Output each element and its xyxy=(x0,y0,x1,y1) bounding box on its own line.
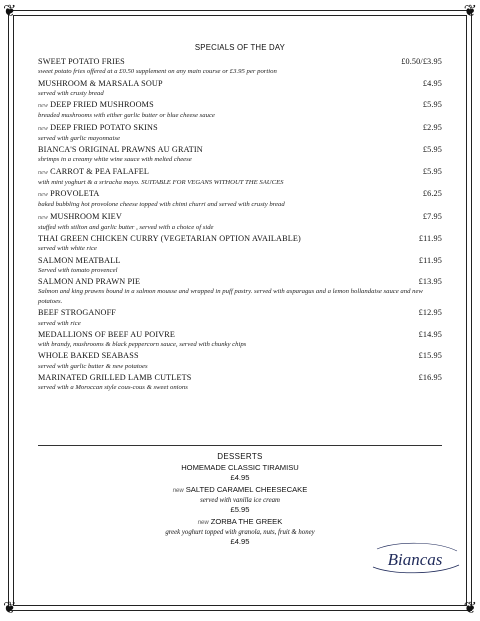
menu-item-heading xyxy=(38,79,163,89)
dessert-name: ZORBA THE GREEK xyxy=(210,516,283,526)
menu-item xyxy=(38,277,442,307)
menu-item-row xyxy=(38,351,442,361)
menu-item-description: shrimps in a creamy white wine sauce with melted cheese xyxy=(38,156,192,164)
menu-item-price: £11.95 xyxy=(418,234,442,243)
menu-item-name: MEDALLIONS OF BEEF AU POIVRE xyxy=(38,329,176,339)
menu-item-description: Salmon and king prawns bound in a salmon mousse and wrapped in puff pastry. served with asparagus and a lemon hollandaise sauce and new potatoes. xyxy=(38,288,423,305)
menu-item-name: THAI GREEN CHICKEN CURRY (VEGETARIAN OPTION AVAILABLE) xyxy=(38,234,301,243)
menu-item-name: WHOLE BAKED SEABASS xyxy=(38,351,139,361)
svg-text:Biancas: Biancas xyxy=(387,550,443,569)
specials-title: SPECIALS OF THE DAY xyxy=(194,43,286,52)
menu-item-heading xyxy=(38,212,122,223)
menu-item-name: DEEP FRIED POTATO SKINS xyxy=(50,122,158,132)
menu-item-heading xyxy=(38,277,140,287)
menu-item-description: served with rice xyxy=(38,319,81,327)
dessert-price: £4.95 xyxy=(230,473,250,482)
biancas-logo xyxy=(367,539,463,577)
menu-item-row xyxy=(38,373,442,383)
menu-item-price: £12.95 xyxy=(418,308,442,318)
menu-item-name: BIANCA'S ORIGINAL PRAWNS AU GRATIN xyxy=(38,145,203,154)
corner-ornament-icon: ❦ xyxy=(463,3,477,20)
menu-item xyxy=(38,100,442,121)
menu-item-description: served with a Moroccan style cous-cous & sweet onions xyxy=(38,384,188,391)
menu-item-heading xyxy=(38,100,154,111)
new-badge-icon: new xyxy=(38,192,49,198)
menu-item-description: sweet potato fries offered at a £0.50 supplement on any main course or £3.95 per portion xyxy=(38,68,277,76)
dessert-heading xyxy=(0,517,480,528)
menu-item xyxy=(38,234,442,254)
menu-item-description: baked bubbling hot provolone cheese topped with chimi churri and served with crusty bread xyxy=(38,201,285,209)
menu-item-price: £14.95 xyxy=(418,329,442,339)
menu-item-description: breaded mushrooms with either garlic butter or blue cheese sauce xyxy=(38,112,215,120)
corner-ornament-icon: ❦ xyxy=(3,3,17,20)
menu-item-name: SALMON MEATBALL xyxy=(38,255,121,265)
menu-item-name: PROVOLETA xyxy=(50,189,100,198)
new-badge-icon: new xyxy=(172,487,184,494)
menu-item xyxy=(38,123,442,144)
menu-item-price: £5.95 xyxy=(422,145,442,154)
menu-item xyxy=(38,308,442,328)
menu-item xyxy=(38,351,442,371)
corner-ornament-icon: ❦ xyxy=(3,600,17,617)
menu-item-name: CARROT & PEA FALAFEL xyxy=(50,166,150,176)
menu-item-price: £13.95 xyxy=(418,277,442,286)
menu-item xyxy=(38,57,442,77)
menu-item-price: £5.95 xyxy=(422,166,442,176)
menu-item-row xyxy=(38,308,442,318)
desserts-list xyxy=(0,463,480,549)
menu-item-row xyxy=(38,256,442,266)
new-badge-icon: new xyxy=(38,103,49,109)
menu-item-name: BEEF STROGANOFF xyxy=(38,308,117,318)
menu-item-row xyxy=(38,123,442,134)
menu-item-row xyxy=(38,145,442,155)
menu-item-row xyxy=(38,212,442,223)
menu-item-name: MUSHROOM & MARSALA SOUP xyxy=(38,78,163,88)
menu-item xyxy=(38,79,442,99)
dessert-price: £4.95 xyxy=(230,537,250,547)
menu-item-description: with mint yoghurt & a sriracha mayo. SUITABLE FOR VEGANS WITHOUT THE SAUCES xyxy=(38,178,284,186)
menu-item xyxy=(38,330,442,350)
section-divider xyxy=(38,445,442,446)
dessert-price: £5.95 xyxy=(230,505,250,515)
menu-item-price: £4.95 xyxy=(422,78,442,88)
menu-item xyxy=(38,212,442,233)
menu-item-price: £6.25 xyxy=(422,189,442,198)
menu-item-row xyxy=(38,57,442,67)
menu-item-price: £11.95 xyxy=(418,255,442,265)
menu-item xyxy=(38,145,442,165)
menu-item-row xyxy=(38,277,442,287)
new-badge-icon: new xyxy=(38,125,49,132)
desserts-title: DESSERTS xyxy=(217,452,263,461)
menu-item-price: £0.50/£3.95 xyxy=(401,57,442,66)
menu-item-heading xyxy=(38,145,203,155)
menu-item-heading xyxy=(38,256,121,266)
menu-item-row xyxy=(38,167,442,178)
menu-item xyxy=(38,373,442,393)
menu-item-heading xyxy=(38,351,139,361)
menu-item-name: MUSHROOM KIEV xyxy=(50,211,122,221)
dessert-description: greek yoghurt topped with granola, nuts, fruit & honey xyxy=(165,528,315,536)
menu-item-name: MARINATED GRILLED LAMB CUTLETS xyxy=(38,372,192,382)
menu-item-heading xyxy=(38,167,149,178)
menu-item-heading xyxy=(38,373,191,383)
menu-item-name: SWEET POTATO FRIES xyxy=(38,57,125,66)
menu-item-description: served with garlic mayonnaise xyxy=(38,134,120,142)
menu-item-heading xyxy=(38,308,116,318)
menu-item-row xyxy=(38,79,442,89)
menu-item-description: with brandy, mushrooms & black peppercorn sauce, served with chunky chips xyxy=(38,341,247,348)
menu-item-heading xyxy=(38,123,158,134)
dessert-heading xyxy=(0,463,480,473)
specials-list xyxy=(38,57,442,394)
menu-item-heading xyxy=(38,57,125,67)
menu-item-price: £7.95 xyxy=(422,211,442,221)
dessert-name: SALTED CARAMEL CHEESECAKE xyxy=(185,484,308,494)
dessert-description: served with vanilla ice cream xyxy=(200,496,280,504)
menu-item xyxy=(38,256,442,276)
new-badge-icon: new xyxy=(197,519,209,526)
corner-ornament-icon: ❦ xyxy=(463,600,477,617)
menu-item-description: stuffed with stilton and garlic butter , served with a choice of side xyxy=(38,223,214,231)
menu-item-heading xyxy=(38,234,301,244)
new-badge-icon: new xyxy=(38,169,49,176)
menu-item-heading xyxy=(38,330,175,340)
menu-item-price: £16.95 xyxy=(418,372,442,382)
menu-item-row xyxy=(38,100,442,111)
menu-item-row xyxy=(38,234,442,244)
menu-item-description: Served with tomato provencel xyxy=(38,266,118,274)
menu-item-name: SALMON AND PRAWN PIE xyxy=(38,277,141,286)
menu-item xyxy=(38,189,442,210)
menu-item xyxy=(38,167,442,188)
menu-item-description: served with white rice xyxy=(38,245,97,253)
menu-item-price: £2.95 xyxy=(422,122,442,132)
menu-item-heading xyxy=(38,189,100,200)
menu-item-price: £15.95 xyxy=(418,351,442,361)
menu-item-row xyxy=(38,330,442,340)
menu-item-description: served with garlic butter & new potatoes xyxy=(38,362,148,370)
menu-item-price: £5.95 xyxy=(422,100,442,109)
dessert-heading xyxy=(0,485,480,496)
new-badge-icon: new xyxy=(38,214,49,221)
menu-item-row xyxy=(38,189,442,200)
dessert-name: HOMEMADE CLASSIC TIRAMISU xyxy=(181,463,299,472)
menu-item-name: DEEP FRIED MUSHROOMS xyxy=(50,100,154,109)
menu-item-description: served with crusty bread xyxy=(38,89,104,97)
